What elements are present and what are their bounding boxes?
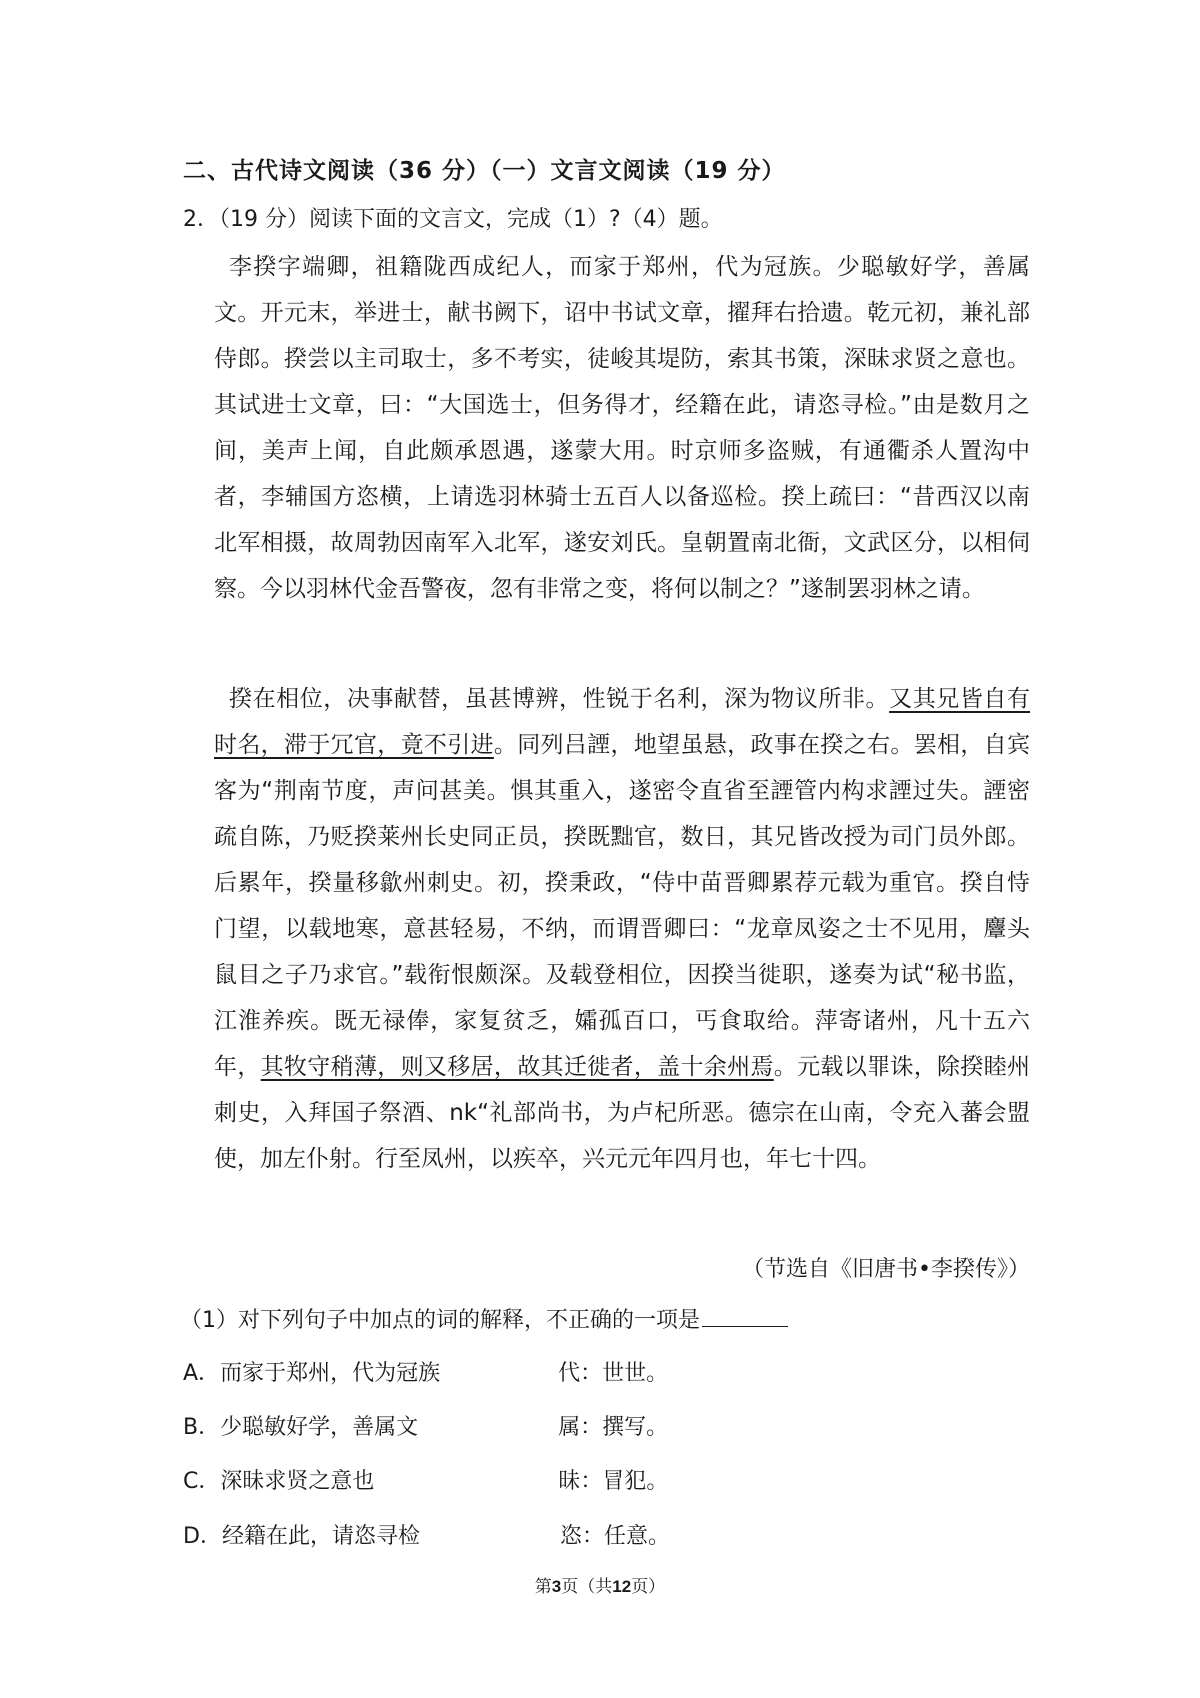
page-total: 12 bbox=[612, 1577, 632, 1596]
source-citation: （节选自《旧唐书•李揆传》） bbox=[742, 1257, 1030, 1282]
option-gloss: 代：世世。 bbox=[558, 1361, 669, 1386]
page-footer bbox=[0, 1572, 1200, 1597]
option-a[interactable] bbox=[183, 1356, 668, 1387]
page-number: 3 bbox=[551, 1577, 562, 1596]
option-gloss: 恣：任意。 bbox=[559, 1524, 670, 1549]
subquestion-text: （1）对下列句子中加点的词的解释，不正确的一项是 bbox=[180, 1308, 700, 1333]
question-prompt: 2．（19 分）阅读下面的文言文，完成（1）﻿?（4）题。 bbox=[183, 207, 723, 232]
option-b[interactable] bbox=[183, 1410, 668, 1441]
underlined-sentence-1: 又其兄皆自有时名，滞于冗官，竟不引进 bbox=[214, 686, 1031, 758]
footer-prefix: 第 bbox=[534, 1577, 552, 1597]
footer-suffix: 页） bbox=[631, 1577, 666, 1597]
passage-text: 揆在相位，决事献替，虽甚博辨，性锐于名利，深为物议所非。 bbox=[229, 686, 890, 712]
subquestion-1 bbox=[180, 1303, 788, 1334]
option-gloss: 昧：冒犯。 bbox=[558, 1469, 669, 1494]
underlined-sentence-2: 其牧守稍薄，则又移居，故其迁徙者，盖十余州焉 bbox=[260, 1054, 774, 1080]
footer-middle: 页（共 bbox=[561, 1577, 613, 1597]
option-letter: C． bbox=[183, 1469, 221, 1494]
passage-text: 。元载以罪诛，除揆睦州刺史，入拜国子祭酒、nk“礼部尚书，为卢杞所恶。德宗在山南，令充入蕃会盟使，加左仆射。行至凤州，以疾卒，兴元元年四月也，年七十四。 bbox=[214, 1054, 1031, 1172]
option-letter: B． bbox=[183, 1415, 221, 1440]
option-d[interactable] bbox=[183, 1519, 670, 1550]
section-heading: 二、古代诗文阅读（36 分）（一）文言文阅读（19 分） bbox=[183, 158, 786, 184]
option-sentence: 而家于郑州，代为冠族 bbox=[220, 1361, 441, 1386]
option-sentence: 深昧求贤之意也 bbox=[220, 1469, 375, 1494]
option-c[interactable] bbox=[183, 1464, 668, 1495]
option-gloss: 属：撰写。 bbox=[558, 1415, 669, 1440]
option-letter: D． bbox=[183, 1524, 222, 1549]
passage-paragraph-2 bbox=[214, 676, 1030, 1182]
passage-paragraph-1: 李揆字端卿，祖籍陇西成纪人，而家于郑州，代为冠族。少聪敏好学，善属文。开元末，举进士，献书阙下，诏中书试文章，擢拜右拾遗。乾元初，兼礼部侍郎。揆尝以主司取士，多不考实，徒峻其堤防，索其书策，深昧求贤之意也。其试进士文章，曰：“大国选士，但务得才，经籍在此，请恣寻检。”由是数月之间，美声上闻，自此颇承恩遇，遂蒙大用。时京师多盗贼，有通衢杀人置沟中者，李辅国方恣横，上请选羽林骑士五百人以备巡检。揆上疏曰：“昔西汉以南北军相摄，故周勃因南军入北军，遂安刘氏。皇朝置南北衙，文武区分，以相伺察。今以羽林代金吾警夜，忽有非常之变，将何以制之？”遂制罢羽林之请。 bbox=[214, 254, 1030, 602]
answer-blank[interactable] bbox=[702, 1308, 788, 1327]
passage-text: 。同列吕諲，地望虽悬，政事在揆之右。罢相，自宾客为“荆南节度，声问甚美。惧其重入，遂密令直省至諲管内构求諲过失。諲密疏自陈，乃贬揆莱州长史同正员，揆既黜官，数日，其兄皆改授为司门员外郎。后累年，揆量移歙州刺史。初，揆秉政，“侍中苗晋卿累荐元载为重官。揆自恃门望，以载地寒，意甚轻易，不纳，而谓晋卿曰：“龙章凤姿之士不见用，麞头鼠目之子乃求官。”载衔恨颇深。及载登相位，因揆当徙职，遂奏为试“秘书监，江淮养疾。既无禄俸，家复贫乏，孀孤百口，丐食取给。萍寄诸州，凡十五六年， bbox=[214, 732, 1031, 1080]
option-sentence: 少聪敏好学，善属文 bbox=[220, 1415, 419, 1440]
option-sentence: 经籍在此，请恣寻检 bbox=[221, 1524, 420, 1549]
option-letter: A． bbox=[183, 1361, 221, 1386]
